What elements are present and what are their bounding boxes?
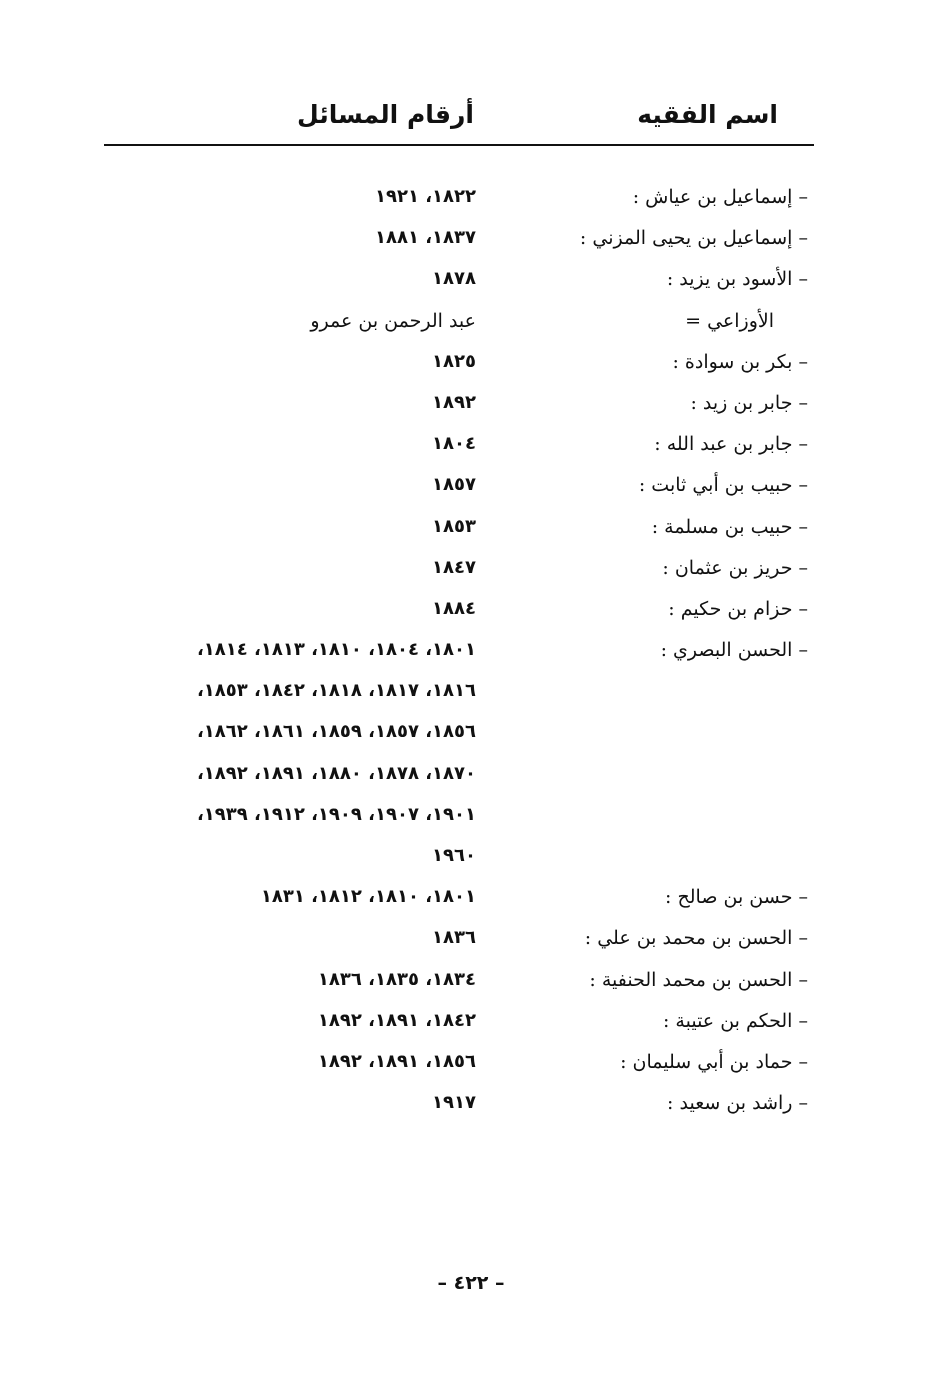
jurist-name: – حبيب بن أبي ثابت : xyxy=(638,474,808,497)
issue-numbers: ١٨٨٤ xyxy=(432,597,476,619)
issue-numbers: ١٨٥٦، ١٨٩١، ١٨٩٢ xyxy=(317,1050,476,1072)
jurist-name: – الأسود بن يزيد : xyxy=(666,268,808,291)
jurist-name: – الحكم بن عتيبة : xyxy=(662,1009,808,1032)
jurist-name: – الحسن بن محمد بن علي : xyxy=(584,927,808,950)
table-header xyxy=(104,96,814,146)
index-row xyxy=(104,223,814,264)
index-row xyxy=(104,965,814,1006)
column-title-issue-numbers: أرقام المسائل xyxy=(297,100,474,129)
jurist-name: – الحسن بن محمد الحنفية : xyxy=(589,968,808,991)
issue-numbers: ١٨٢٥ xyxy=(432,350,476,372)
cross-reference: عبد الرحمن بن عمرو xyxy=(310,309,476,332)
issue-numbers: ١٩٠١، ١٩٠٧، ١٩٠٩، ١٩١٢، ١٩٣٩، xyxy=(196,803,476,825)
column-title-jurist-name: اسم الفقيه xyxy=(637,100,778,129)
index-row xyxy=(104,882,814,923)
jurist-name: – راشد بن سعيد : xyxy=(667,1092,808,1115)
index-list xyxy=(104,182,814,1129)
index-row xyxy=(104,1006,814,1047)
index-row xyxy=(104,553,814,594)
index-row xyxy=(104,347,814,388)
index-row xyxy=(104,923,814,964)
index-row xyxy=(104,635,814,676)
jurist-name: – حريز بن عثمان : xyxy=(662,556,808,579)
jurist-name: – جابر بن زيد : xyxy=(690,391,808,414)
index-row xyxy=(104,306,814,347)
jurist-name: الأوزاعي = xyxy=(685,309,774,332)
jurist-name: – إسماعيل بن يحيى المزني : xyxy=(579,227,808,250)
jurist-name: – جابر بن عبد الله : xyxy=(654,433,808,456)
jurist-name: – حسن بن صالح : xyxy=(665,886,808,909)
index-row xyxy=(104,1047,814,1088)
index-row-continuation xyxy=(104,800,814,841)
index-row xyxy=(104,470,814,511)
issue-numbers: ١٨٠٤ xyxy=(432,433,476,455)
issue-numbers: ١٨٣٤، ١٨٣٥، ١٨٣٦ xyxy=(317,968,476,990)
issue-numbers: ١٨٥٦، ١٨٥٧، ١٨٥٩، ١٨٦١، ١٨٦٢، xyxy=(196,721,476,743)
index-row-continuation xyxy=(104,759,814,800)
index-row xyxy=(104,182,814,223)
index-row xyxy=(104,594,814,635)
index-row xyxy=(104,429,814,470)
jurist-name: – حماد بن أبي سليمان : xyxy=(620,1050,808,1073)
jurist-name: – حبيب بن مسلمة : xyxy=(651,515,808,538)
jurist-name: – إسماعيل بن عياش : xyxy=(632,186,808,208)
issue-numbers: ١٨٩٢ xyxy=(432,391,476,413)
issue-numbers: ١٨٧٠، ١٨٧٨، ١٨٨٠، ١٨٩١، ١٨٩٢، xyxy=(196,762,476,784)
index-row-continuation xyxy=(104,717,814,758)
issue-numbers: ١٩١٧ xyxy=(432,1092,476,1114)
issue-numbers: ١٨٥٧ xyxy=(432,474,476,496)
page-number: – ٤٢٢ – xyxy=(437,1272,505,1294)
index-row xyxy=(104,388,814,429)
issue-numbers: ١٨٠١، ١٨١٠، ١٨١٢، ١٨٣١ xyxy=(260,886,476,908)
issue-numbers: ١٩٦٠ xyxy=(432,845,476,866)
issue-numbers: ١٨٥٣ xyxy=(432,515,476,537)
jurist-name: – الحسن البصري : xyxy=(660,639,808,662)
index-row xyxy=(104,1088,814,1129)
issue-numbers: ١٨١٦، ١٨١٧، ١٨١٨، ١٨٤٢، ١٨٥٣، xyxy=(196,680,476,702)
issue-numbers: ١٨٤٧ xyxy=(432,556,476,578)
issue-numbers: ١٨٣٧، ١٨٨١ xyxy=(374,227,476,249)
issue-numbers: ١٨٢٢، ١٩٢١ xyxy=(374,186,476,207)
index-row-continuation xyxy=(104,676,814,717)
issue-numbers: ١٨٤٢، ١٨٩١، ١٨٩٢ xyxy=(317,1009,476,1031)
index-row-continuation xyxy=(104,841,814,882)
issue-numbers: ١٨٠١، ١٨٠٤، ١٨١٠، ١٨١٣، ١٨١٤، xyxy=(196,639,476,661)
index-row xyxy=(104,512,814,553)
issue-numbers: ١٨٣٦ xyxy=(432,927,476,949)
jurist-name: – حزام بن حكيم : xyxy=(668,597,808,620)
issue-numbers: ١٨٧٨ xyxy=(432,268,476,290)
jurist-name: – بكر بن سوادة : xyxy=(672,350,808,373)
index-row xyxy=(104,264,814,305)
